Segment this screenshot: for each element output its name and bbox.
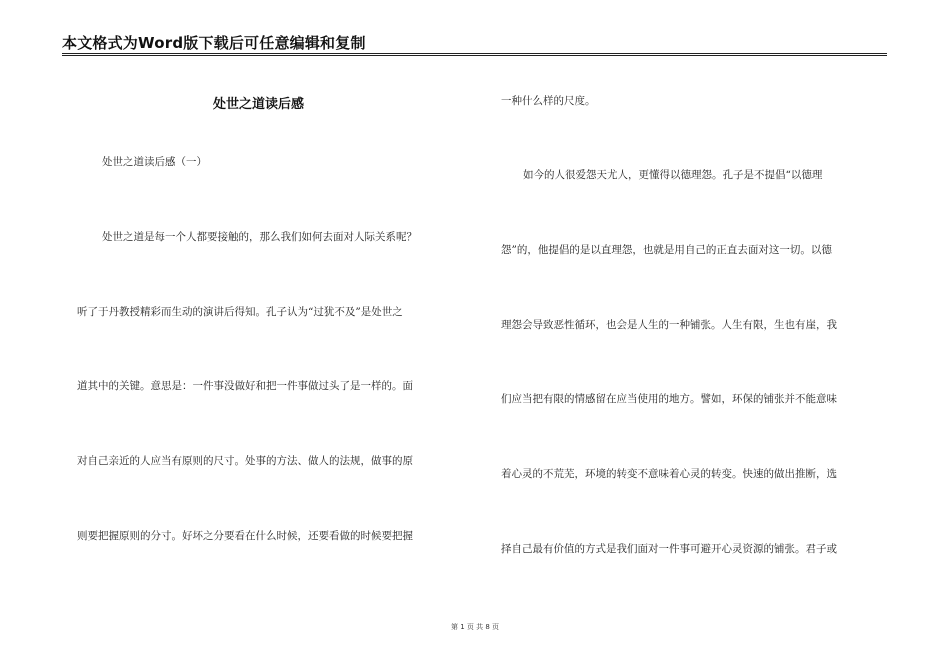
right-paragraph-line: 理怨会导致恶性循环，也会是人生的一种铺张。人生有限，生也有崖，我 <box>501 319 837 331</box>
document-title: 处世之道读后感 <box>213 97 305 112</box>
header-divider <box>62 53 887 54</box>
right-paragraph-line: 们应当把有限的情感留在应当使用的地方。譬如，环保的铺张并不能意味 <box>501 393 837 405</box>
left-paragraph-line: 听了于丹教授精彩而生动的演讲后得知。孔子认为“过犹不及”是处世之 <box>77 306 403 318</box>
left-paragraph-line: 则要把握原则的分寸。好坏之分要看在什么时候，还要看做的时候要把握 <box>77 530 413 542</box>
right-paragraph-line: 择自己最有价值的方式是我们面对一件事可避开心灵资源的铺张。君子或 <box>501 543 837 555</box>
right-paragraph-line: 一种什么样的尺度。 <box>501 95 596 107</box>
header-divider-secondary <box>62 55 887 56</box>
page-number: 第 1 页 共 8 页 <box>450 623 500 631</box>
left-paragraph-line: 道其中的关键。意思是：一件事没做好和把一件事做过头了是一样的。面 <box>77 380 413 392</box>
left-paragraph-line: 处世之道是每一个人都要接触的，那么我们如何去面对人际关系呢？ <box>102 231 417 243</box>
right-paragraph-line: 怨”的，他提倡的是以直理怨，也就是用自己的正直去面对这一切。以德 <box>501 244 832 256</box>
right-paragraph-line: 如今的人很爱怨天尤人，更懂得以德理怨。孔子是不提倡“以德理 <box>523 169 823 181</box>
left-paragraph-line: 对自己亲近的人应当有原则的尺寸。处事的方法、做人的法规，做事的原 <box>77 455 413 467</box>
document-header: 本文格式为Word版下载后可任意编辑和复制 <box>62 34 366 52</box>
left-paragraph-line: 处世之道读后感（一） <box>102 156 207 168</box>
right-paragraph-line: 着心灵的不荒芜，环境的转变不意味着心灵的转变。快速的做出推断，选 <box>501 468 837 480</box>
